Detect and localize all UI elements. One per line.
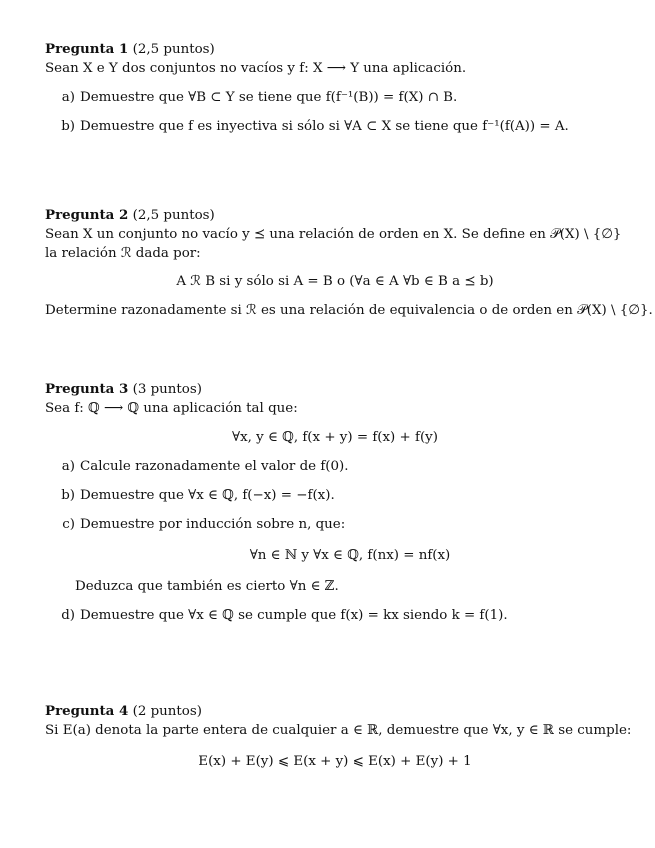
question-3-item-b xyxy=(45,486,625,505)
question-4-statement: Si E(a) denota la parte entera de cualquier a ∈ ℝ, demuestre que ∀x, y ∈ ℝ se cumple: xyxy=(45,723,632,738)
question-3-points: (3 puntos) xyxy=(132,382,202,397)
question-2-formula: A ℛ B si y sólo si A = B o (∀a ∈ A ∀b ∈ B a ⪯ b) xyxy=(176,274,494,289)
item-label: a) xyxy=(61,90,75,105)
item-label: b) xyxy=(61,488,75,503)
question-4-title: Pregunta 4 xyxy=(45,703,129,719)
question-3-statement: Sea f: ℚ ⟶ ℚ una aplicación tal que: xyxy=(45,401,298,416)
item-label: c) xyxy=(62,517,75,532)
question-3-item-c-note: Deduzca que también es cierto ∀n ∈ ℤ. xyxy=(75,579,339,594)
question-3-formula: ∀x, y ∈ ℚ, f(x + y) = f(x) + f(y) xyxy=(232,430,438,445)
question-2-statement-line1: Sean X un conjunto no vacío y ⪯ una relación de orden en X. Se define en 𝒫(X) \ {∅} xyxy=(45,227,622,242)
question-3-item-d xyxy=(45,606,625,625)
question-3-item-a xyxy=(45,457,625,476)
question-1-title: Pregunta 1 xyxy=(45,41,129,57)
question-1-item-a xyxy=(45,88,625,107)
question-3-title: Pregunta 3 xyxy=(45,381,129,397)
question-2 xyxy=(45,206,653,320)
item-text: Demuestre que ∀x ∈ ℚ se cumple que f(x) = kx siendo k = f(1). xyxy=(80,608,508,623)
item-text: Demuestre que ∀x ∈ ℚ, f(−x) = −f(x). xyxy=(80,488,335,503)
question-2-conclusion: Determine razonadamente si ℛ es una relación de equivalencia o de orden en 𝒫(X) \ {∅}. xyxy=(45,303,653,318)
question-4 xyxy=(45,702,632,771)
item-text: Calcule razonadamente el valor de f(0). xyxy=(80,459,349,474)
question-2-heading xyxy=(45,206,625,225)
question-3-heading xyxy=(45,380,625,399)
question-4-formula: E(x) + E(y) ⩽ E(x + y) ⩽ E(x) + E(y) + 1 xyxy=(198,754,472,769)
question-1-statement: Sean X e Y dos conjuntos no vacíos y f: X ⟶ Y una aplicación. xyxy=(45,61,467,76)
question-3-item-c xyxy=(45,515,625,534)
item-label: a) xyxy=(61,459,75,474)
item-text: Demuestre que f es inyectiva si sólo si ∀A ⊂ X se tiene que f⁻¹(f(A)) = A. xyxy=(80,119,569,134)
item-label: d) xyxy=(61,608,75,623)
question-2-statement-line2: la relación ℛ dada por: xyxy=(45,246,201,261)
question-1-points: (2,5 puntos) xyxy=(132,42,215,57)
item-text: Demuestre por inducción sobre n, que: xyxy=(80,517,346,532)
question-1-item-b xyxy=(45,117,625,136)
question-1 xyxy=(45,40,625,136)
question-2-points: (2,5 puntos) xyxy=(132,208,215,223)
question-3 xyxy=(45,380,625,625)
question-1-heading xyxy=(45,40,625,59)
item-text: Demuestre que ∀B ⊂ Y se tiene que f(f⁻¹(B)) = f(X) ∩ B. xyxy=(80,90,458,105)
question-2-title: Pregunta 2 xyxy=(45,207,129,223)
question-4-points: (2 puntos) xyxy=(132,704,202,719)
question-3-item-c-formula: ∀n ∈ ℕ y ∀x ∈ ℚ, f(nx) = nf(x) xyxy=(249,548,451,563)
item-label: b) xyxy=(61,119,75,134)
question-4-heading xyxy=(45,702,625,721)
